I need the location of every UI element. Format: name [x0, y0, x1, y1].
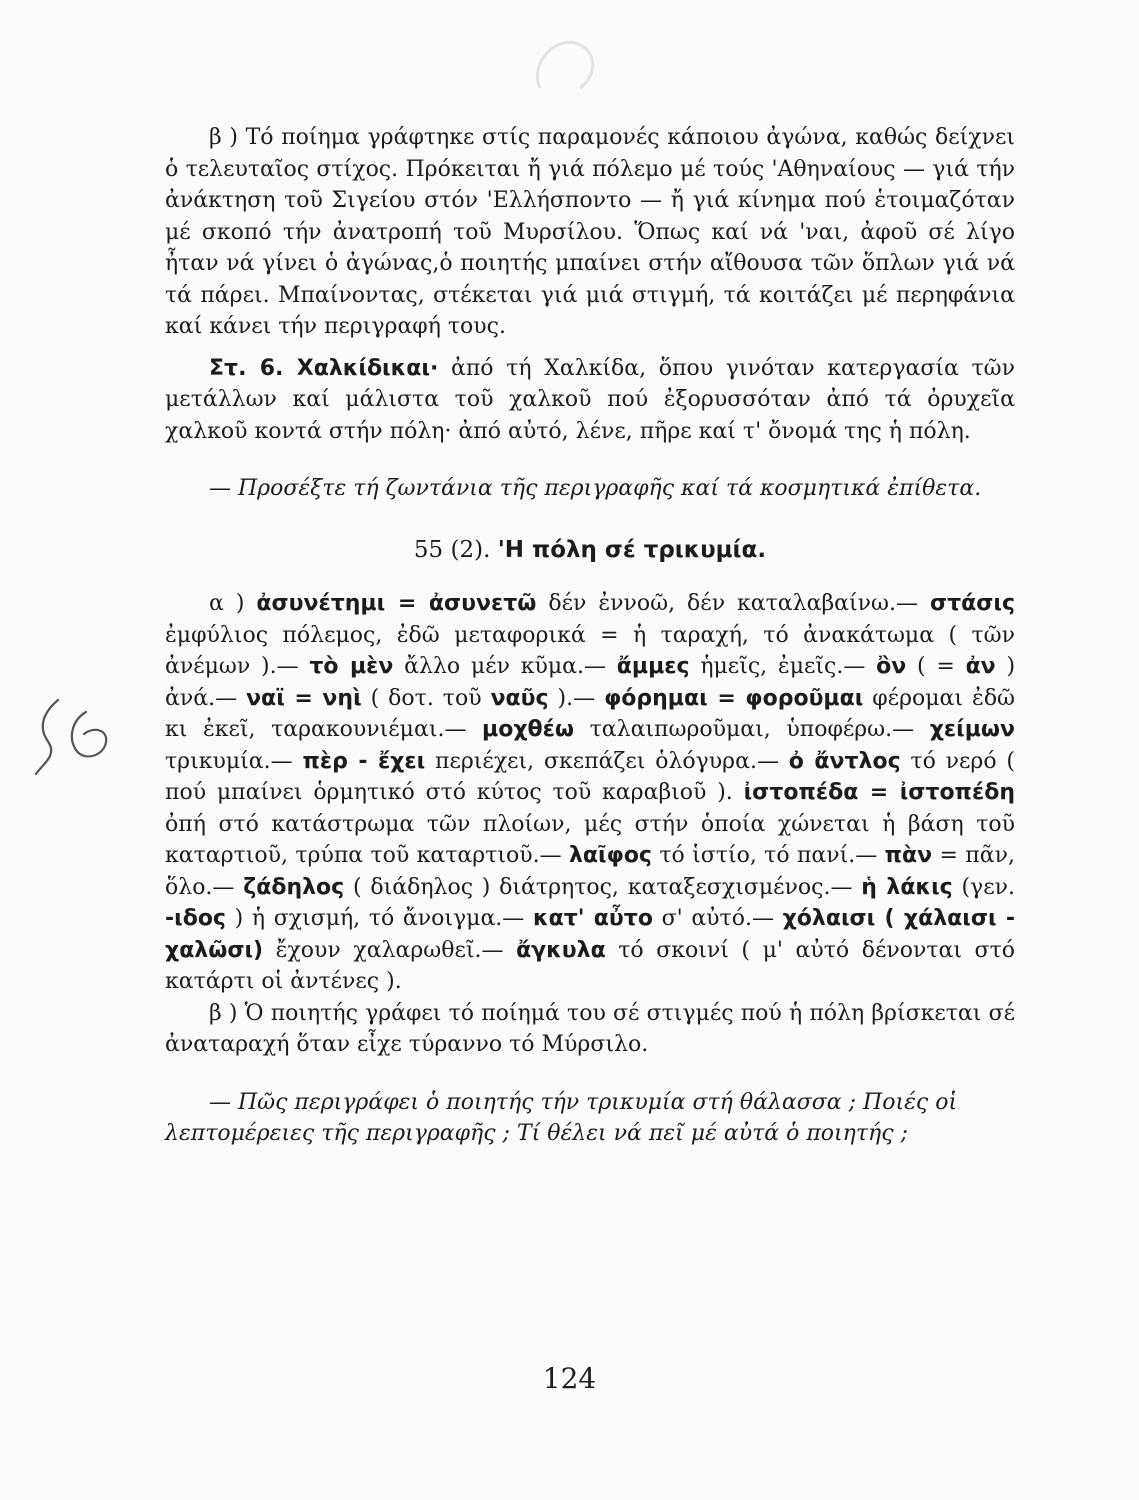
glossary-text: σ' αὐτό.— [652, 906, 783, 931]
glossary-text: τό ἱστίο, τό πανί.— [651, 843, 885, 868]
glossary-term: τὸ μὲν [309, 654, 394, 679]
glossary-term: κατ' αὖτο [532, 906, 653, 931]
handwritten-margin-number [28, 690, 133, 780]
heading-title: 'Η πόλη σέ τρικυμία. [497, 536, 767, 563]
glossary-text: = πᾶν, ὅλο.— [165, 843, 1015, 900]
glossary-term: χείμων [929, 717, 1015, 742]
glossary-term: ἄγκυλα [516, 937, 606, 963]
glossary-text: ) ἀνά.— [165, 654, 1016, 711]
glossary-text: τρικυμία.— [165, 748, 303, 774]
glossary-term: φόρημαι = φοροῦμαι [604, 685, 864, 711]
glossary-text: ) ἡ σχισμή, τό ἄνοιγμα.— [225, 906, 533, 931]
paragraph-beta-1: β ) Τό ποίημα γράφτηκε στίς παραμονές κάποιου ἀγώνα, καθώς δείχνει ὁ τελευταῖος στίχος. Πρόκειται ἤ γιά πόλεμο μέ τούς 'Αθηναίους — γιά τήν ἀνάκτηση τοῦ Σιγείου στόν 'Ελλήσποντο — ἤ γιά κίνημα πού ἑτοιμαζόταν μέ σκοπό τήν ἀνατροπή τοῦ Μυρσίλου. Ὅπως καί νά 'ναι, ἀφοῦ σέ λίγο ἦταν νά γίνει ὁ ἀγώνας,ὁ ποιητής μπαίνει στήν αἴθουσα τῶν ὅπλων γιά νά τά πάρει. Μπαίνοντας, στέκεται γιά μιά στιγμή, τά κοιτάζει μέ περηφάνια καί κάνει τήν περιγραφή τους. [165, 125, 1015, 339]
glossary-term: ἰστοπέδα = ἰστοπέδη [743, 780, 1015, 805]
text-column [165, 122, 1015, 1150]
glossary-text: ( διάδηλος ) διάτρητος, καταξεσχισμένος.— [344, 874, 862, 900]
glossary-text: δέν ἐννοῶ, δέν καταλαβαίνω.— [536, 591, 930, 616]
section-heading [165, 535, 1015, 567]
paragraph-beta-2: β ) Ὁ ποιητής γράφει τό ποίημά του σέ στιγμές πού ἡ πόλη βρίσκεται σέ ἀναταραχή ὅταν εἶχε τύραννο τό Μύρσιλο. [165, 1000, 1015, 1057]
glossary-text: ).— [548, 685, 605, 711]
glossary-term: ζάδηλος [243, 874, 345, 900]
glossary-term: λαῖφος [569, 843, 652, 868]
page-number: 124 [542, 1362, 597, 1395]
glossary-text: ταλαιπωροῦμαι, ὑποφέρω.— [574, 717, 930, 742]
glossary-term: ἄμμες [616, 654, 690, 679]
glossary-term: -ιδος [165, 906, 226, 931]
note-1: — Προσέξτε τή ζωντάνια τῆς περιγραφῆς καί τά κοσμητικά ἐπίθετα. [209, 476, 982, 501]
glossary-text: ( δοτ. τοῦ [361, 685, 491, 711]
paragraph-alpha-glossary [165, 588, 1015, 998]
paragraph-st6 [165, 353, 1015, 448]
glossary-text: ἔχουν χαλαρωθεῖ.— [263, 937, 517, 963]
st6-text: ἀπό τή Χαλκίδα, ὅπου γινόταν κατεργασία τῶν μετάλλων καί μάλιστα τοῦ χαλκοῦ πού ἐξορυσσόταν ἀπό τά ὀρυχεῖα χαλκοῦ κοντά στήν πόλη· ἀπό αὐτό, λένε, πῆρε καί τ' ὄνομά της ἡ πόλη. [165, 355, 1015, 444]
glossary-term: πὲρ - ἔχει [302, 748, 426, 774]
glossary-text: φέρομαι ἐδῶ κι ἐκεῖ, ταρακουνιέμαι.— [165, 685, 1015, 742]
note-2: — Πῶς περιγράφει ὁ ποιητής τήν τρικυμία στή θάλασσα ; Ποιές οἱ λεπτομέρειες τῆς περιγραφῆς ; Τί θέλει νά πεῖ μέ αὐτά ὁ ποιητής ; [165, 1089, 958, 1146]
glossary-text: ὀπή στό κατάστρωμα τῶν πλοίων, μές στήν ὁποία χώνεται ἡ βάση τοῦ καταρτιοῦ, τρύπα τοῦ καταρτιοῦ.— [165, 811, 1015, 868]
glossary-text: α ) [209, 591, 257, 616]
st6-label: Στ. 6. Χαλκίδικαι· [209, 355, 439, 381]
glossary-term: ναῦς [490, 685, 549, 711]
glossary-text: ἐμφύλιος πόλεμος, ἐδῶ μεταφορικά = ἡ ταραχή, τό ἀνακάτωμα ( τῶν ἀνέμων ).— [165, 622, 1015, 679]
heading-number: 55 (2). [413, 536, 498, 563]
glossary-text: περιέχει, σκεπάζει ὁλόγυρα.— [425, 748, 789, 774]
glossary-text: ( = [906, 654, 966, 679]
glossary-term: στάσις [929, 591, 1015, 616]
glossary-text: ἄλλο μέν κῦμα.— [393, 654, 617, 679]
glossary-term: μοχθέω [482, 717, 575, 742]
glossary-term: ἡ λάκις [861, 874, 953, 900]
glossary-text: (γεν. [952, 874, 1015, 900]
faint-bleedthrough-mark [520, 28, 610, 108]
glossary-term: ὀ ἄντλος [788, 748, 901, 774]
glossary-term: πὰν [884, 843, 933, 868]
glossary-text: τό νερό ( πού μπαίνει ὁρμητικό στό κύτος τοῦ καραβιοῦ ). [165, 748, 1015, 805]
glossary-term: ἀσυνέτημι = ἀσυνετῶ [256, 591, 537, 616]
glossary-text: τό σκοινί ( μ' αὐτό δένονται στό κατάρτι οἱ ἀντένες ). [165, 937, 1015, 994]
glossary-term: ἀν [965, 654, 996, 679]
glossary-term: χόλαισι ( χάλαισι - χαλῶσι) [165, 906, 1015, 963]
glossary-term: ναϊ = νηὶ [246, 685, 362, 711]
glossary-term: ὂν [876, 654, 907, 679]
glossary-text: ἡμεῖς, ἐμεῖς.— [689, 654, 877, 679]
